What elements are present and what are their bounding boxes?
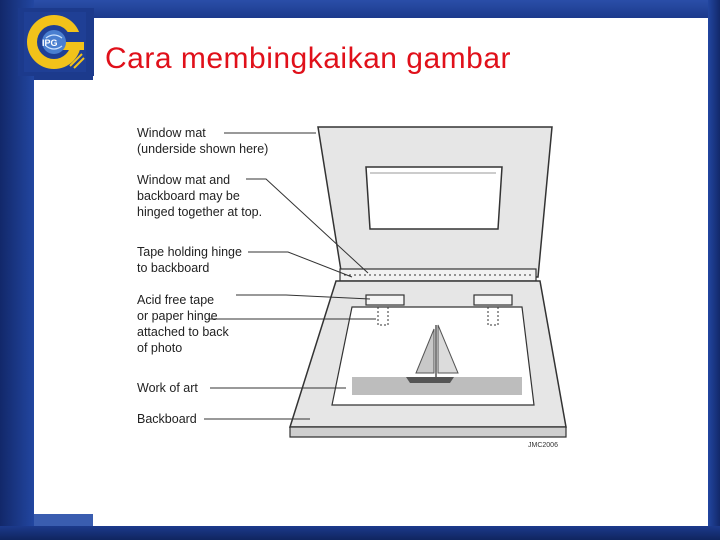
ipg-logo-icon	[18, 8, 94, 76]
framing-diagram-svg	[120, 115, 580, 460]
slide-frame-left	[0, 0, 34, 540]
label-acid-free-line1: Acid free tape	[137, 293, 215, 307]
ipg-logo	[18, 8, 94, 76]
hinge-tape-left	[366, 295, 404, 305]
label-tape-holding-line2: to backboard	[137, 261, 210, 275]
slide-frame-bottom	[0, 526, 720, 540]
slide-left-strip	[34, 514, 93, 526]
label-hinged-line1: Window mat and	[137, 173, 231, 187]
diagram-credit: JMC2006	[528, 442, 558, 449]
slide-frame-right	[708, 0, 720, 540]
slide-frame-top	[0, 0, 720, 18]
slide-title: Cara membingkaikan gambar	[105, 42, 512, 75]
label-acid-free-line4: of photo	[137, 341, 183, 355]
svg-text:IPG: IPG	[42, 38, 58, 48]
window-opening	[366, 167, 502, 229]
framing-diagram	[120, 115, 580, 465]
label-window-mat: Window mat	[137, 126, 206, 140]
hinge-tape-right	[474, 295, 512, 305]
label-acid-free-line3: attached to back	[137, 325, 229, 339]
label-work-of-art: Work of art	[137, 381, 198, 395]
label-hinged-line3: hinged together at top.	[137, 205, 263, 219]
slide-left-panel	[34, 80, 94, 514]
label-tape-holding-line1: Tape holding hinge	[137, 245, 242, 259]
label-backboard: Backboard	[137, 412, 197, 426]
label-acid-free-line2: or paper hinge	[137, 309, 218, 323]
label-hinged-line2: backboard may be	[137, 189, 240, 203]
label-window-mat-underside: (underside shown here)	[137, 142, 269, 156]
